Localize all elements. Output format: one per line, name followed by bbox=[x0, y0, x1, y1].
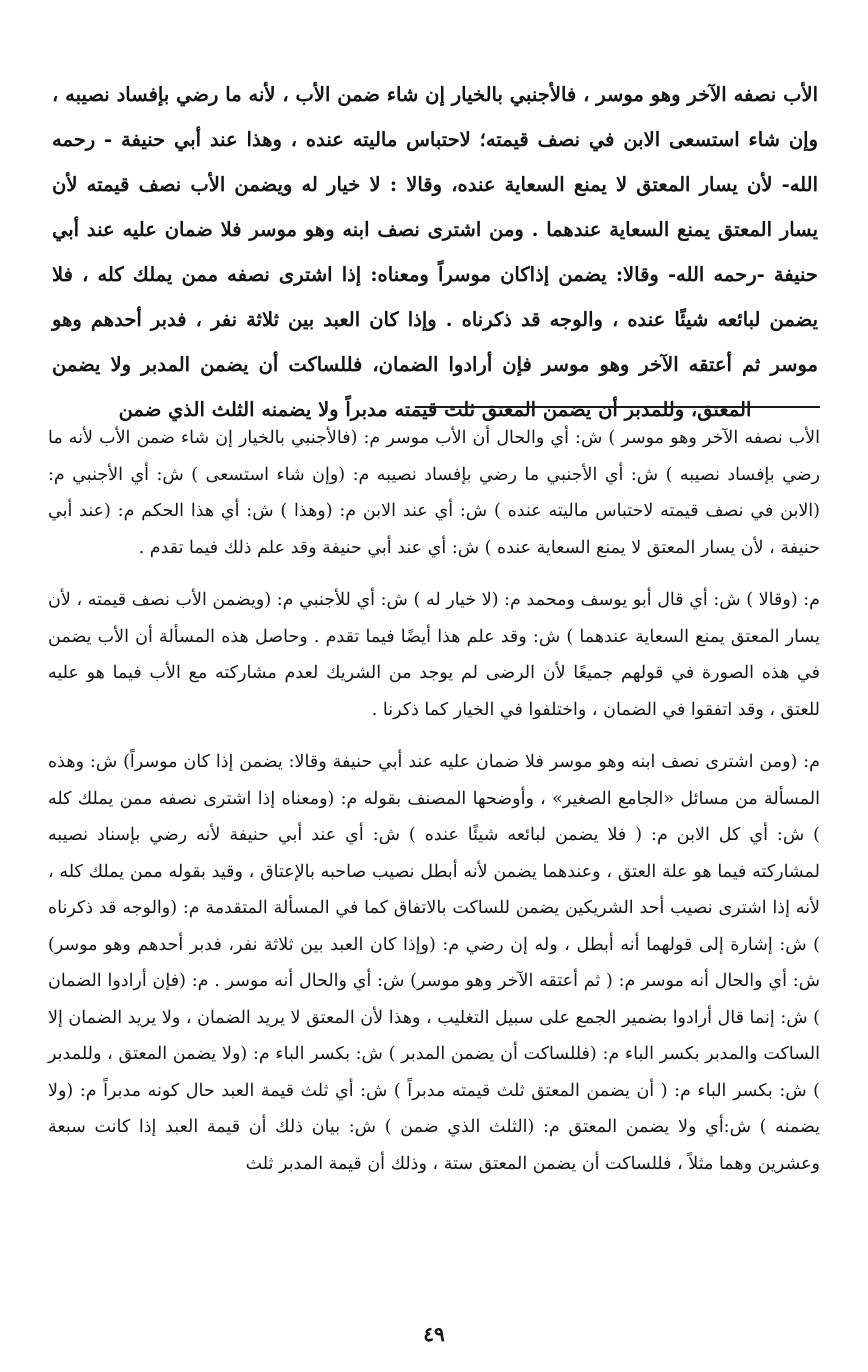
page-number: ٤٩ bbox=[423, 1322, 445, 1346]
footnote-divider bbox=[415, 406, 820, 408]
commentary-paragraph-1: الأب نصفه الآخر وهو موسر ) ش: أي والحال أن الأب موسر م: (فالأجنبي بالخيار إن شاء ضمن الأب لأنه ما رضي بإفساد نصيبه ) ش: أي الأجنبي ما رضي بإفساد نصيبه م: (وإن شاء استسعى ) ش: أي الأجنبي م: (الابن في نصف قيمته لاحتباس ماليته عنده ) ش: أي عند الابن م: (وهذا ) ش: أي هذا الحكم م: (عند أبي حنيفة ، لأن يسار المعتق لا يمنع السعاية عنده ) ش: أي عند أبي حنيفة وقد علم ذلك فيما تقدم . bbox=[48, 428, 820, 558]
main-text-paragraph: الأب نصفه الآخر وهو موسر ، فالأجنبي بالخيار إن شاء ضمن الأب ، لأنه ما رضي بإفساد نصيبه ، وإن شاء استسعى الابن في نصف قيمته؛ لاحتباس ماليته عنده ، وهذا عند أبي حنيفة - رحمه الله- لأن يسار المعتق لا يمنع السعاية عنده، وقالا : لا خيار له ويضمن الأب نصف قيمته لأن يسار المعتق يمنع السعاية عندهما . ومن اشترى نصف ابنه وهو موسر فلا ضمان عليه عند أبي حنيفة -رحمه الله- وقالا: يضمن إذاكان موسراً ومعناه: إذا اشترى نصفه ممن يملك كله ، فلا يضمن لبائعه شيئًا عنده ، والوجه قد ذكرناه . وإذا كان العبد بين ثلاثة نفر ، فدبر أحدهم وهو موسر ثم أعتقه الآخر وهو موسر فإن أرادوا الضمان، فللساكت أن يضمن المدبر ولا يضمن المعتق، وللمدبر أن يضمن المعتق ثلث قيمته مدبراً ولا يضمنه الثلث الذي ضمن bbox=[52, 83, 818, 421]
commentary-paragraph-2: م: (وقالا ) ش: أي قال أبو يوسف ومحمد م: (لا خيار له ) ش: أي للأجنبي م: (ويضمن الأب نصف قيمته ، لأن يسار المعتق يمنع السعاية عندهما ) ش: وقد علم هذا أيضًا فيما تقدم . وحاصل هذه المسألة أن الأب يضمن في هذه الصورة في قولهم جميعًا لأن الرضى لم يوجد من الشريك لعدم مشاركته مع الأب فيما هو عليه للعتق ، وقد اتفقوا في الضمان ، واختلفوا في الخيار كما ذكرنا . bbox=[48, 590, 820, 720]
commentary-paragraph-3: م: (ومن اشترى نصف ابنه وهو موسر فلا ضمان عليه عند أبي حنيفة وقالا: يضمن إذا كان موسراً) ش: وهذه المسألة من مسائل «الجامع الصغير» ، وأوضحها المصنف بقوله م: (ومعناه إذا اشترى نصفه ممن يملك كله ) ش: أي كل الابن م: ( فلا يضمن لبائعه شيئًا عنده ) ش: أي عند أبي حنيفة لأنه رضي بإسناد نصيبه لمشاركته فيما هو علة العتق ، وعندهما يضمن لأنه أبطل نصيب صاحبه بالإعتاق ، وقيد بقوله ممن يملك كله ، لأنه إذا اشترى نصيب أحد الشريكين يضمن للساكت بالاتفاق كما في المسألة المتقدمة م: (والوجه قد ذكرناه ) ش: إشارة إلى قولهما أنه أبطل ، وله إن رضي م: (وإذا كان العبد بين ثلاثة نفر، فدبر أحدهم وهو موسر) ش: أي والحال أنه موسر م: ( ثم أعتقه الآخر وهو موسر) ش: أي والحال أنه موسر . م: (فإن أرادوا الضمان ) ش: إنما قال أرادوا بضمير الجمع على سبيل التغليب ، وهذا لأن المعتق لا يريد الضمان ، ولا يريد الضمان إلا الساكت والمدبر بكسر الباء م: (فللساكت أن يضمن المدبر ) ش: بكسر الباء م: (ولا يضمن المعتق ، وللمدبر ) ش: بكسر الباء م: ( أن يضمن المعتق ثلث قيمته مدبراً ) ش: أي ثلث قيمة العبد حال كونه مدبراً م: (ولا يضمنه ) ش:أي ولا يضمن المعتق م: (الثلث الذي ضمن ) ش: بيان ذلك أن قيمة العبد إذا كانت سبعة وعشرين وهما مثلاً ، فللساكت أن يضمن المعتق ستة ، وذلك أن قيمة المدبر ثلث bbox=[48, 752, 820, 1174]
main-text-block bbox=[52, 72, 818, 432]
commentary-block bbox=[48, 420, 820, 1182]
